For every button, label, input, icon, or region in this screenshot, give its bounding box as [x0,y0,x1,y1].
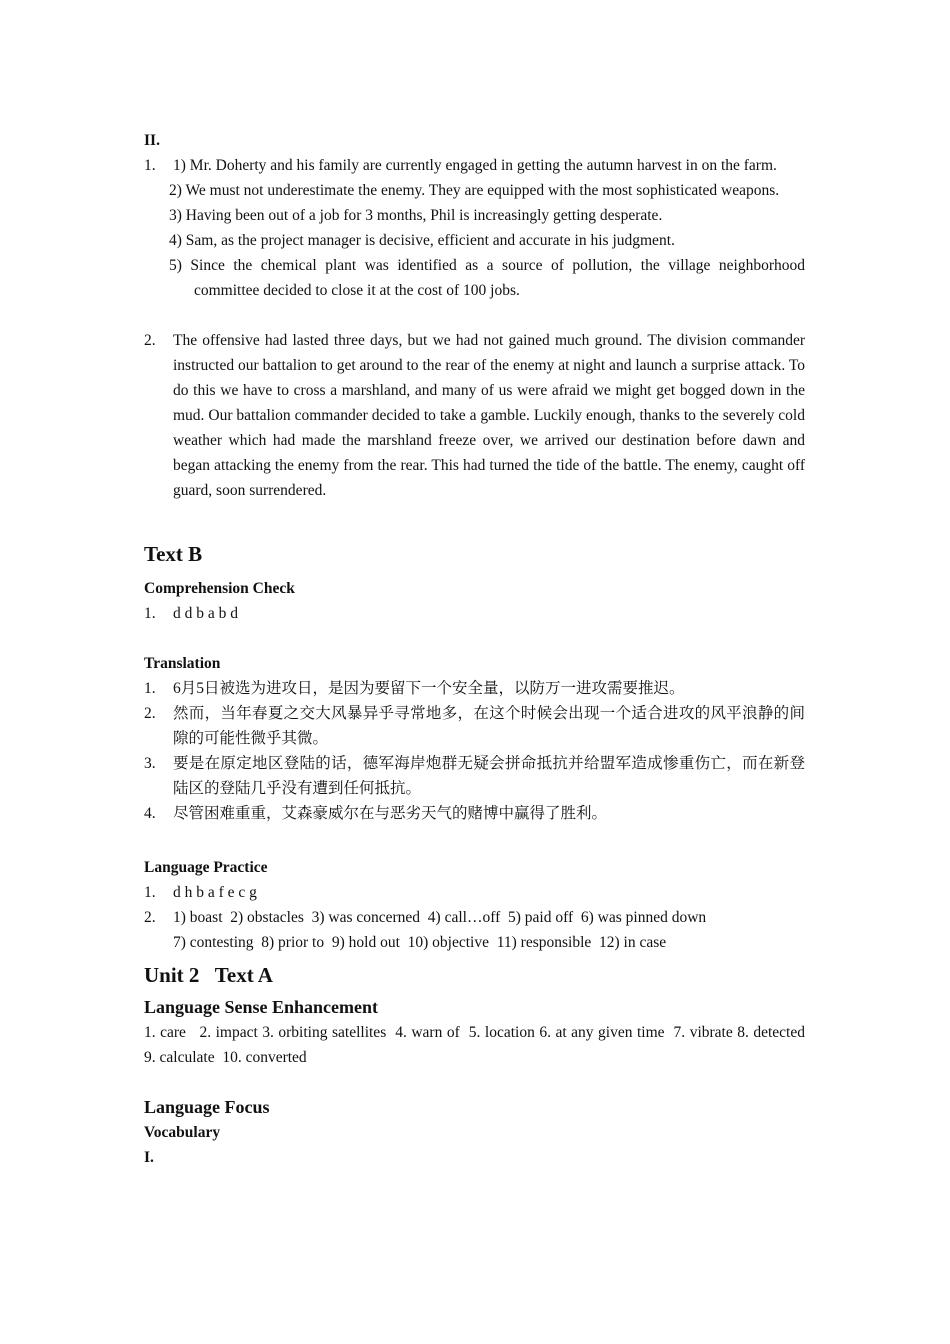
list-number: 1. [144,884,156,901]
list-number: 1. [144,157,156,174]
list-item [144,701,805,751]
list-item [144,905,805,955]
answer-lines [173,905,805,955]
list-number: 1. [144,680,156,697]
sentence-1: 1) Mr. Doherty and his family are currently engaged in getting the autumn harvest in on the farm. [173,157,777,174]
list-number: 4. [144,805,156,822]
translation-heading: Translation [144,655,221,672]
sense-enhancement-heading: Language Sense Enhancement [144,997,379,1017]
sentence-list [173,153,805,178]
sentence-2: 2) We must not underestimate the enemy. They are equipped with the most sophisticated weapons. [169,182,780,199]
list-item [144,601,805,626]
unit2-title: Unit 2 Text A [144,963,273,987]
answer-text: d h b a f e c g [173,884,257,901]
list-number: 2. [144,332,156,349]
language-focus-heading: Language Focus [144,1097,270,1117]
list-number: 2. [144,909,156,926]
list-item [144,801,805,826]
answer-line-2: 7) contesting 8) prior to 9) hold out 10) objective 11) responsible 12) in case [173,934,667,951]
answer-line-1: 1) boast 2) obstacles 3) was concerned 4) call…off 5) paid off 6) was pinned down [173,909,707,926]
sense-enhancement-answers: 1. care 2. impact 3. orbiting satellites 4. warn of 5. location 6. at any given time 7. vibrate 8. detected 9. calculate 10. converted [144,1024,813,1066]
comprehension-heading: Comprehension Check [144,580,295,597]
translation-text: 6月5日被选为进攻日，是因为要留下一个安全量，以防万一进攻需要推迟。 [173,680,685,697]
document-page [144,128,813,1170]
sentence-4: 4) Sam, as the project manager is decisive, efficient and accurate in his judgment. [169,232,675,249]
part-label: I. [144,1149,154,1166]
list-number: 1. [144,605,156,622]
translation-text: 尽管困难重重，艾森豪威尔在与恶劣天气的赌博中赢得了胜利。 [173,805,608,822]
list-item [144,328,805,503]
list-item [144,676,805,701]
translation-paragraph: The offensive had lasted three days, but we had not gained much ground. The division commander instructed our battalion to get around to the rear of the enemy at night and launch a surprise attack. To do this we have to cross a marshland, and many of us were afraid we might get bogged down in the mud. Our battalion commander decided to take a gamble. Luckily enough, thanks to the severely cold weather which had made the marshland freeze over, we arrived our destination before dawn and began attacking the enemy from the rear. This had turned the tide of the battle. The enemy, caught off guard, soon surrendered. [173,332,805,499]
sentence-3: 3) Having been out of a job for 3 months, Phil is increasingly getting desperate. [169,207,663,224]
vocabulary-heading: Vocabulary [144,1124,221,1141]
list-number: 3. [144,755,156,772]
sentence-5: 5) Since the chemical plant was identified as a source of pollution, the village neighborhood committee decided to close it at the cost of 100 jobs. [169,257,805,299]
list-item [144,153,805,178]
section-ii-label: II. [144,132,160,149]
text-b-title: Text B [144,542,203,566]
list-item [144,880,805,905]
answer-text: d d b a b d [173,605,239,622]
translation-text: 要是在原定地区登陆的话，德军海岸炮群无疑会拼命抵抗并给盟军造成惨重伤亡，而在新登陆区的登陆几乎没有遭到任何抵抗。 [173,755,805,797]
sentence-group [144,178,805,303]
list-item [144,751,805,801]
list-number: 2. [144,705,156,722]
language-practice-heading: Language Practice [144,859,268,876]
translation-text: 然而，当年春夏之交大风暴异乎寻常地多，在这个时候会出现一个适合进攻的风平浪静的间隙的可能性微乎其微。 [173,705,805,747]
